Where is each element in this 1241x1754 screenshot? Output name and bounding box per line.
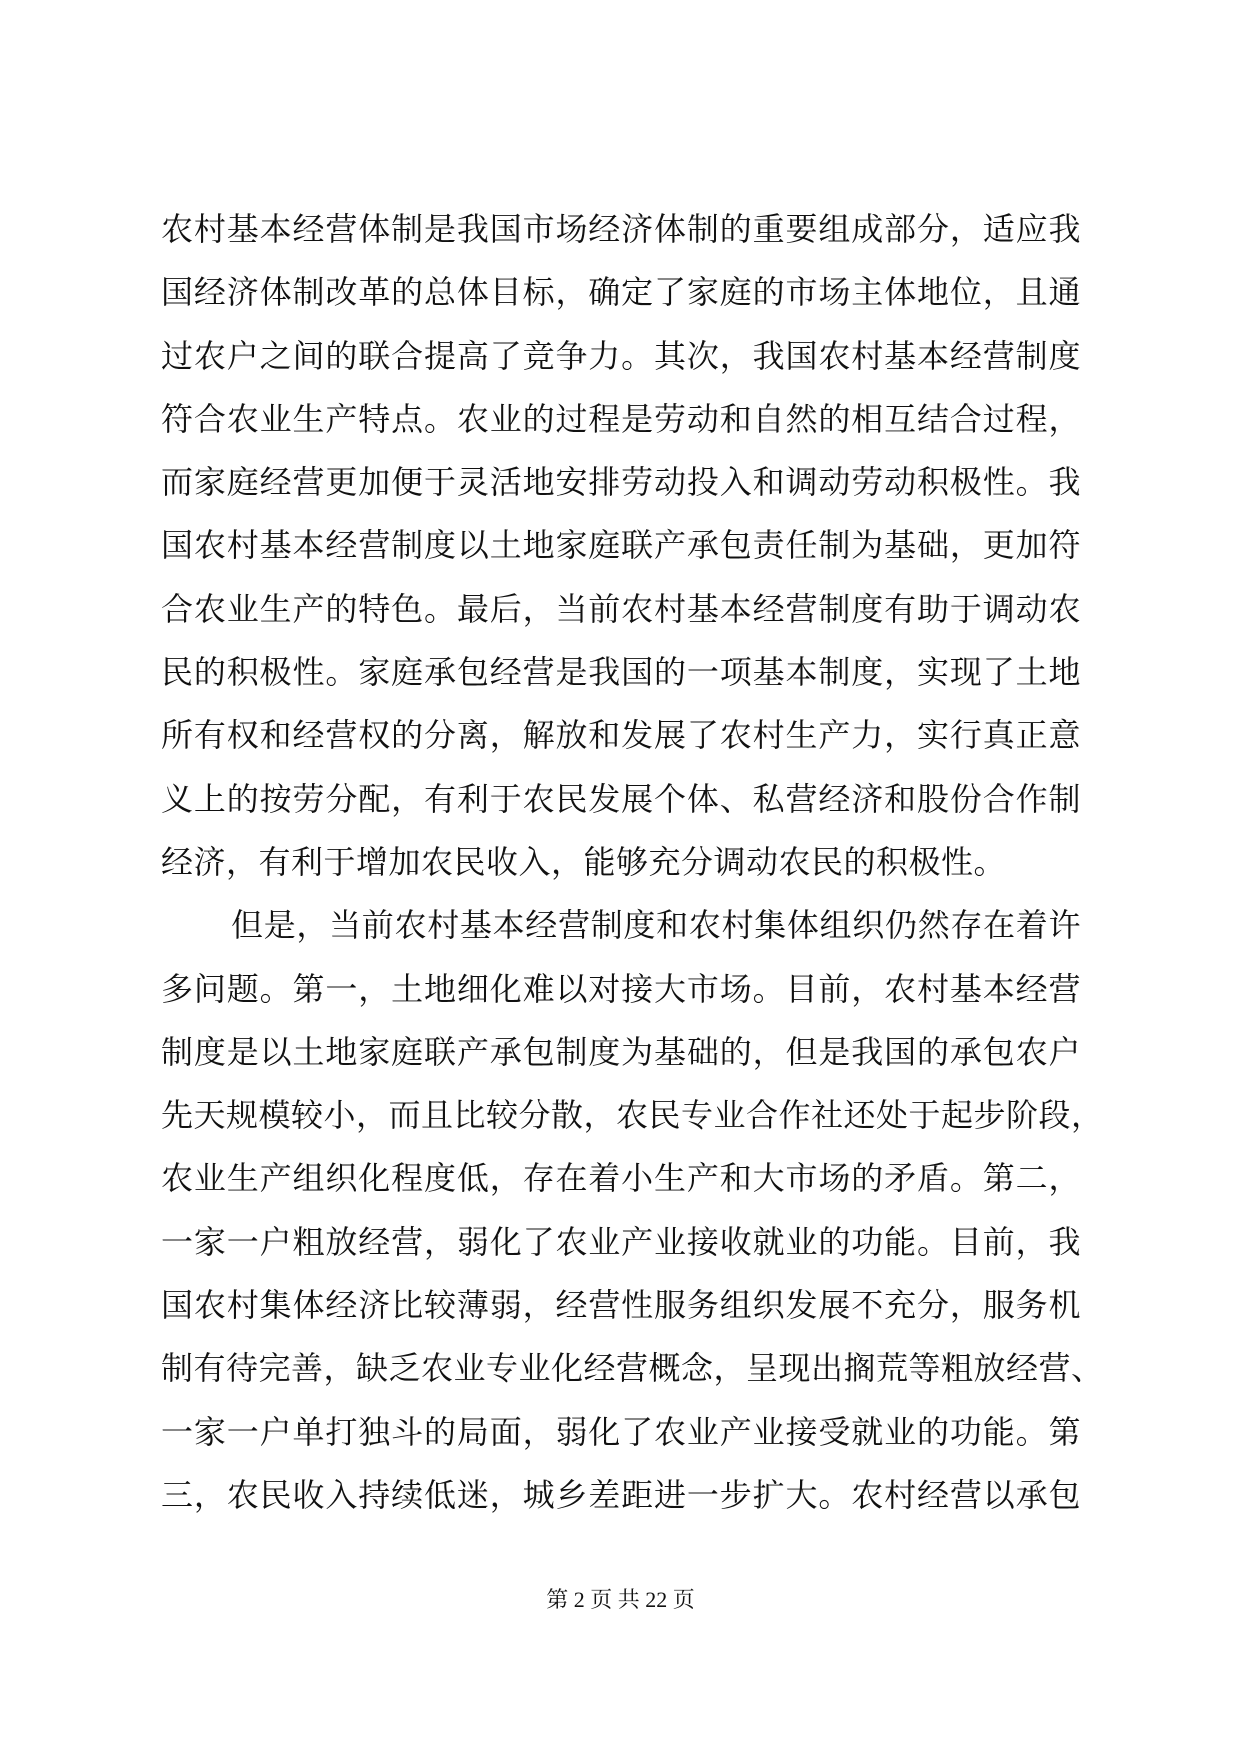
text-line: 一家一户单打独斗的局面，弱化了农业产业接受就业的功能。第: [161, 1412, 1081, 1451]
paragraph-2: [161, 894, 1104, 1527]
text-line: 合农业生产的特色。最后，当前农村基本经营制度有助于调动农: [161, 589, 1081, 628]
text-line: 所有权和经营权的分离，解放和发展了农村生产力，实行真正意: [161, 716, 1081, 755]
text-line: 国农村基本经营制度以土地家庭联产承包责任制为基础，更加符: [161, 526, 1081, 565]
text-line: 义上的按劳分配，有利于农民发展个体、私营经济和股份合作制: [161, 779, 1081, 818]
text-line: 但是，当前农村基本经营制度和农村集体组织仍然存在着许: [231, 906, 1081, 945]
text-line: 一家一户粗放经营，弱化了农业产业接收就业的功能。目前，我: [161, 1222, 1081, 1261]
text-line: 农业生产组织化程度低，存在着小生产和大市场的矛盾。第二，: [161, 1159, 1081, 1198]
document-body: [161, 198, 1104, 1527]
text-line: 国农村集体经济比较薄弱，经营性服务组织发展不充分，服务机: [161, 1286, 1081, 1325]
text-line: 过农户之间的联合提高了竞争力。其次，我国农村基本经营制度: [161, 336, 1081, 375]
text-line: 国经济体制改革的总体目标，确定了家庭的市场主体地位，且通: [161, 273, 1081, 312]
text-line: 民的积极性。家庭承包经营是我国的一项基本制度，实现了土地: [161, 653, 1081, 692]
text-line: 先天规模较小，而且比较分散，农民专业合作社还处于起步阶段，: [161, 1096, 1104, 1135]
text-line: 三，农民收入持续低迷，城乡差距进一步扩大。农村经营以承包: [161, 1475, 1081, 1514]
text-line: 经济，有利于增加农民收入，能够充分调动农民的积极性。: [161, 842, 1007, 881]
text-line: 多问题。第一，土地细化难以对接大市场。目前，农村基本经营: [161, 969, 1081, 1008]
text-line: 制度是以土地家庭联产承包制度为基础的，但是我国的承包农户: [161, 1032, 1081, 1071]
page-number-footer: 第 2 页 共 22 页: [546, 1587, 695, 1612]
text-line: 农村基本经营体制是我国市场经济体制的重要组成部分，适应我: [161, 210, 1081, 248]
paragraph-1: [161, 198, 1081, 894]
text-line: 而家庭经营更加便于灵活地安排劳动投入和调动劳动积极性。我: [161, 463, 1081, 502]
text-line: 制有待完善，缺乏农业专业化经营概念，呈现出搁荒等粗放经营、: [161, 1349, 1104, 1388]
text-line: 符合农业生产特点。农业的过程是劳动和自然的相互结合过程，: [161, 399, 1081, 438]
